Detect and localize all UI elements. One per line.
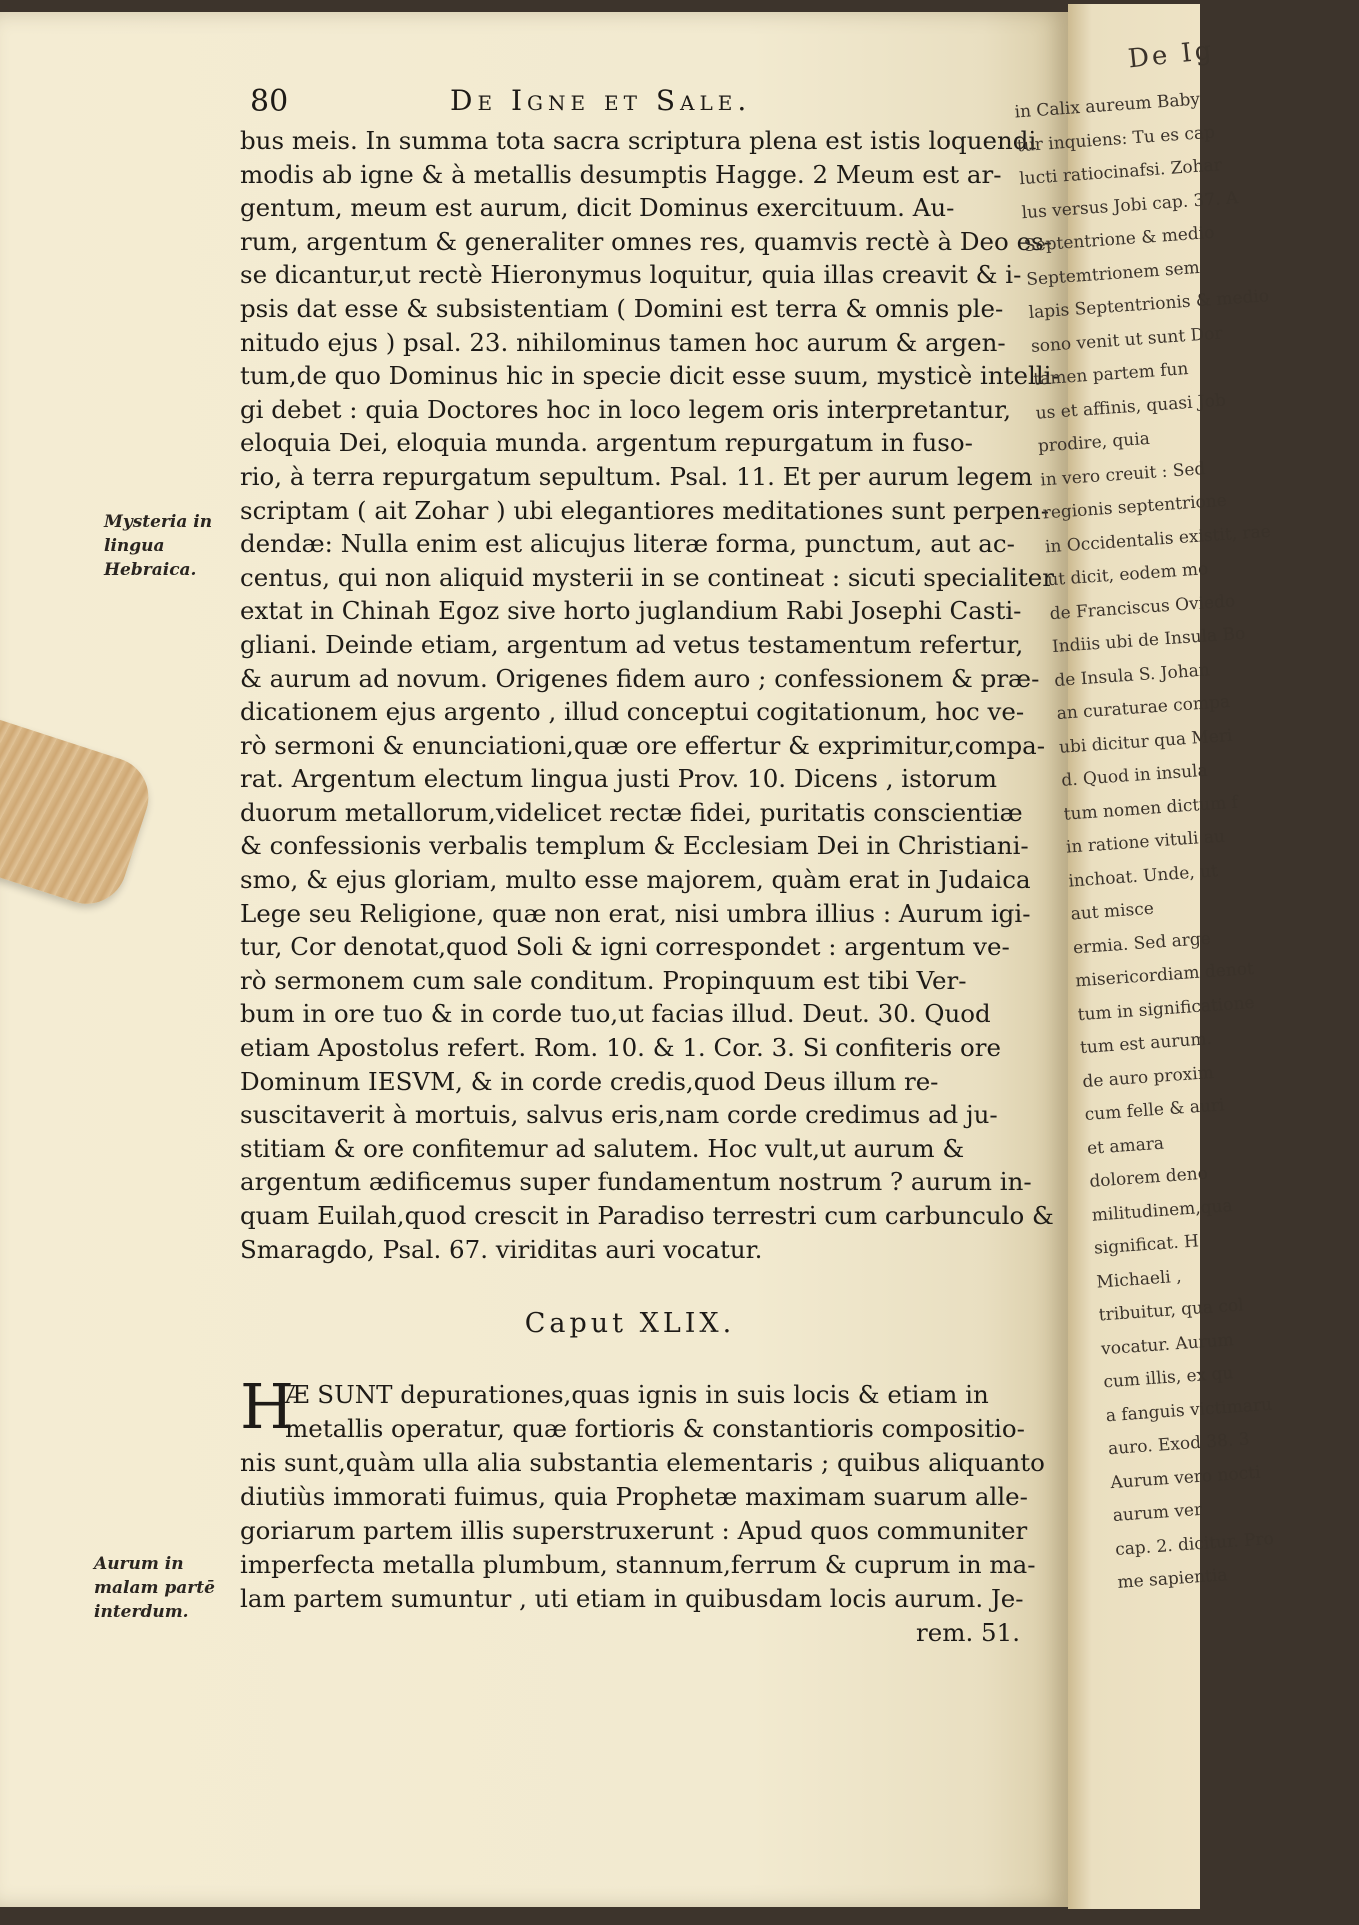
text-line: d. Quod in insula <box>1060 760 1209 791</box>
text-line: et amara <box>1086 1133 1165 1159</box>
text-line: us et affinis, quasi Job <box>1035 389 1227 424</box>
text-line: tum est aurum. <box>1079 1029 1213 1059</box>
text-line: de Insula S. Johan <box>1053 659 1211 691</box>
text-line: argentum ædificemus super fundamentum nostrum ? aurum in- <box>240 1167 1032 1197</box>
text-line: dolorem deno <box>1088 1163 1209 1192</box>
text-line: in Calix aureum Baby <box>1014 89 1201 123</box>
text-line: ubi dicitur qua Meri <box>1058 725 1234 758</box>
text-line: auro. Exod 38. 3 <box>1107 1429 1251 1460</box>
text-line: de Franciscus Oviedo <box>1049 590 1236 624</box>
text-line: modis ab igne & à metallis desumptis Hagge. 2 Meum est ar- <box>240 159 1002 189</box>
text-line: tamen partem fun <box>1032 359 1189 390</box>
text-line: rò sermonem cum sale conditum. Propinquum est tibi Ver- <box>240 965 967 995</box>
margin-note-aurum: Aurum in malam partē interdum. <box>94 1554 215 1622</box>
text-line: goriarum partem illis superstruxerunt : Apud quos communiter <box>240 1516 1028 1545</box>
text-line: cum illis, ex qu <box>1102 1363 1235 1393</box>
text-line: psis dat esse & subsistentiam ( Domini est terra & omnis ple- <box>240 293 1004 323</box>
body-text <box>240 124 1060 1266</box>
text-line: tur inquiens: Tu es cap <box>1016 122 1216 156</box>
text-line: Michaeli , <box>1095 1266 1183 1293</box>
text-line: in vero creuit : Sed <box>1039 458 1206 491</box>
text-line: lucti ratiocinafsi. Zohar <box>1018 155 1223 190</box>
text-line: bum in ore tuo & in corde tuo,ut facias illud. Deut. 30. Quod <box>240 999 991 1029</box>
text-line: ut dicit, eodem mo <box>1046 559 1209 591</box>
text-line: in ratione vituli au <box>1065 826 1226 858</box>
text-line: rat. Argentum electum lingua justi Prov. 10. Dicens , istorum <box>240 764 998 794</box>
right-page-header: De Ig <box>1126 35 1216 75</box>
text-line: significat. H <box>1093 1231 1200 1259</box>
text-line: Aurum vero nocti <box>1109 1462 1262 1493</box>
text-line: aut misce <box>1070 898 1155 925</box>
text-line: eloquia Dei, eloquia munda. argentum repurgatum in fuso- <box>240 428 973 458</box>
text-line: prodire, quia <box>1037 428 1151 457</box>
text-line: extat in Chinah Egoz sive horto juglandium Rabi Josephi Casti- <box>240 596 1022 626</box>
running-title: De Igne et Sale. <box>450 84 752 117</box>
text-line: Lege seu Religione, quæ non erat, nisi umbra illius : Aurum igi- <box>240 898 1031 928</box>
text-line: de auro proxim <box>1081 1062 1215 1092</box>
text-line: cap. 2. dicitur. Pro <box>1114 1528 1275 1560</box>
text-line: militudinem,qua <box>1091 1195 1234 1226</box>
text-line: Septemtrionem sem <box>1025 257 1201 290</box>
text-line: bus meis. In summa tota sacra scriptura plena est istis loquendi <box>240 126 1037 155</box>
text-line: dicationem ejus argento , illud conceptui cogitationum, hoc ve- <box>240 697 1025 727</box>
text-line: metallis operatur, quæ fortioris & constantioris compositio- <box>285 1414 1025 1443</box>
text-line: gliani. Deinde etiam, argentum ad vetus testamentum refertur, <box>240 629 1024 659</box>
margin-note-mysteria: Mysteria in lingua Hebraica. <box>104 512 213 580</box>
page-number: 80 <box>250 84 289 119</box>
text-line: etiam Apostolus refert. Rom. 10. & 1. Cor. 3. Si confiteris ore <box>240 1033 1001 1063</box>
text-line: duorum metallorum,videlicet rectæ fidei, puritatis conscientiæ <box>240 797 1023 827</box>
text-line: tum in significatione <box>1077 992 1256 1025</box>
text-line: lus versus Jobi cap. 37. A <box>1021 187 1239 223</box>
chapter-text <box>240 1370 1045 1650</box>
text-line: tur, Cor denotat,quod Soli & igni correspondet : argentum ve- <box>240 932 1010 962</box>
text-line: centus, qui non aliquid mysterii in se contineat : sicuti specialiter <box>240 562 1054 592</box>
text-line: Dominum IESVM, & in corde credis,quod Deus illum re- <box>240 1066 939 1096</box>
catchword: rem. 51. <box>916 1618 1020 1647</box>
text-line: rum, argentum & generaliter omnes res, quamvis rectè à Deo es- <box>240 226 1052 256</box>
text-line: regionis septentrione <box>1042 490 1228 524</box>
text-line: aurum ver <box>1112 1499 1203 1527</box>
page-header <box>250 84 1020 124</box>
text-line: & confessionis verbalis templum & Ecclesiam Dei in Christiani- <box>240 831 1029 861</box>
text-line: tum nomen dictum f <box>1063 792 1239 825</box>
text-line: cum felle & auri <box>1084 1095 1226 1125</box>
text-line: tum,de quo Dominus hic in specie dicit esse suum, mysticè intelli- <box>240 361 1060 391</box>
text-line: in Occidentalis existit, rae <box>1044 521 1272 557</box>
text-line: se dicantur,ut rectè Hieronymus loquitur, quia illas creavit & i- <box>240 260 1022 290</box>
drop-cap: H <box>240 1370 295 1443</box>
text-line: rio, à terra repurgatum sepultum. Psal. 11. Et per aurum legem <box>240 461 1033 491</box>
text-line: smo, & ejus gloriam, multo esse majorem, quàm erat in Judaica <box>240 865 1031 895</box>
chapter-heading: Caput XLIX. <box>524 1308 736 1339</box>
text-line: gentum, meum est aurum, dicit Dominus exercituum. Au- <box>240 193 955 223</box>
text-line: misericordiam denot <box>1074 958 1255 992</box>
text-line: Septentrione & medio <box>1023 222 1216 257</box>
text-line: me sapientia <box>1116 1565 1229 1593</box>
text-line: lam partem sumuntur , uti etiam in quibusdam locis aurum. Je- <box>240 1584 1024 1613</box>
text-line: an curaturae compa <box>1056 691 1231 724</box>
text-line: scriptam ( ait Zohar ) ubi elegantiores meditationes sunt perpen- <box>240 495 1050 525</box>
text-line: nitudo ejus ) psal. 23. nihilominus tamen hoc aurum & argen- <box>240 327 1006 357</box>
text-line: rò sermoni & enunciationi,quæ ore effertur & exprimitur,compa- <box>240 730 1046 760</box>
text-line: vocatur. Aurum <box>1100 1329 1235 1359</box>
text-line: sono venit ut sunt Dor <box>1030 323 1224 357</box>
text-line: Smaragdo, Psal. 67. viriditas auri vocatur. <box>240 1234 763 1264</box>
text-line: tribuitur, qua col <box>1098 1295 1245 1326</box>
text-line: & aurum ad novum. Origenes fidem auro ; confessionem & præ- <box>240 663 1040 693</box>
text-line: Indiis ubi de Insula Bo <box>1051 623 1246 658</box>
text-line: a fanguis victimaru <box>1105 1394 1273 1426</box>
text-line: dendæ: Nulla enim est alicujus literæ forma, punctum, aut ac- <box>240 529 1015 559</box>
text-line: ermia. Sed arge <box>1072 928 1212 958</box>
text-line: inchoat. Unde, ut <box>1067 860 1219 892</box>
text-line: stitiam & ore confitemur ad salutem. Hoc vult,ut aurum & <box>240 1133 965 1163</box>
text-line: suscitaverit à mortuis, salvus eris,nam corde credimus ad ju- <box>240 1100 998 1130</box>
text-line: Æ SUNT depurationes,quas ignis in suis locis & etiam in <box>285 1380 989 1409</box>
text-line: quam Euilah,quod crescit in Paradiso terrestri cum carbunculo & <box>240 1201 1054 1230</box>
text-line: lapis Septentrionis & medio <box>1028 286 1270 323</box>
text-line: imperfecta metalla plumbum, stannum,ferrum & cuprum in ma- <box>240 1550 1036 1579</box>
text-line: gi debet : quia Doctores hoc in loco legem oris interpretantur, <box>240 394 1012 424</box>
text-line: diutiùs immorati fuimus, quia Prophetæ maximam suarum alle- <box>240 1482 1028 1511</box>
text-line: nis sunt,quàm ulla alia substantia elementaris ; quibus aliquanto <box>240 1448 1045 1477</box>
